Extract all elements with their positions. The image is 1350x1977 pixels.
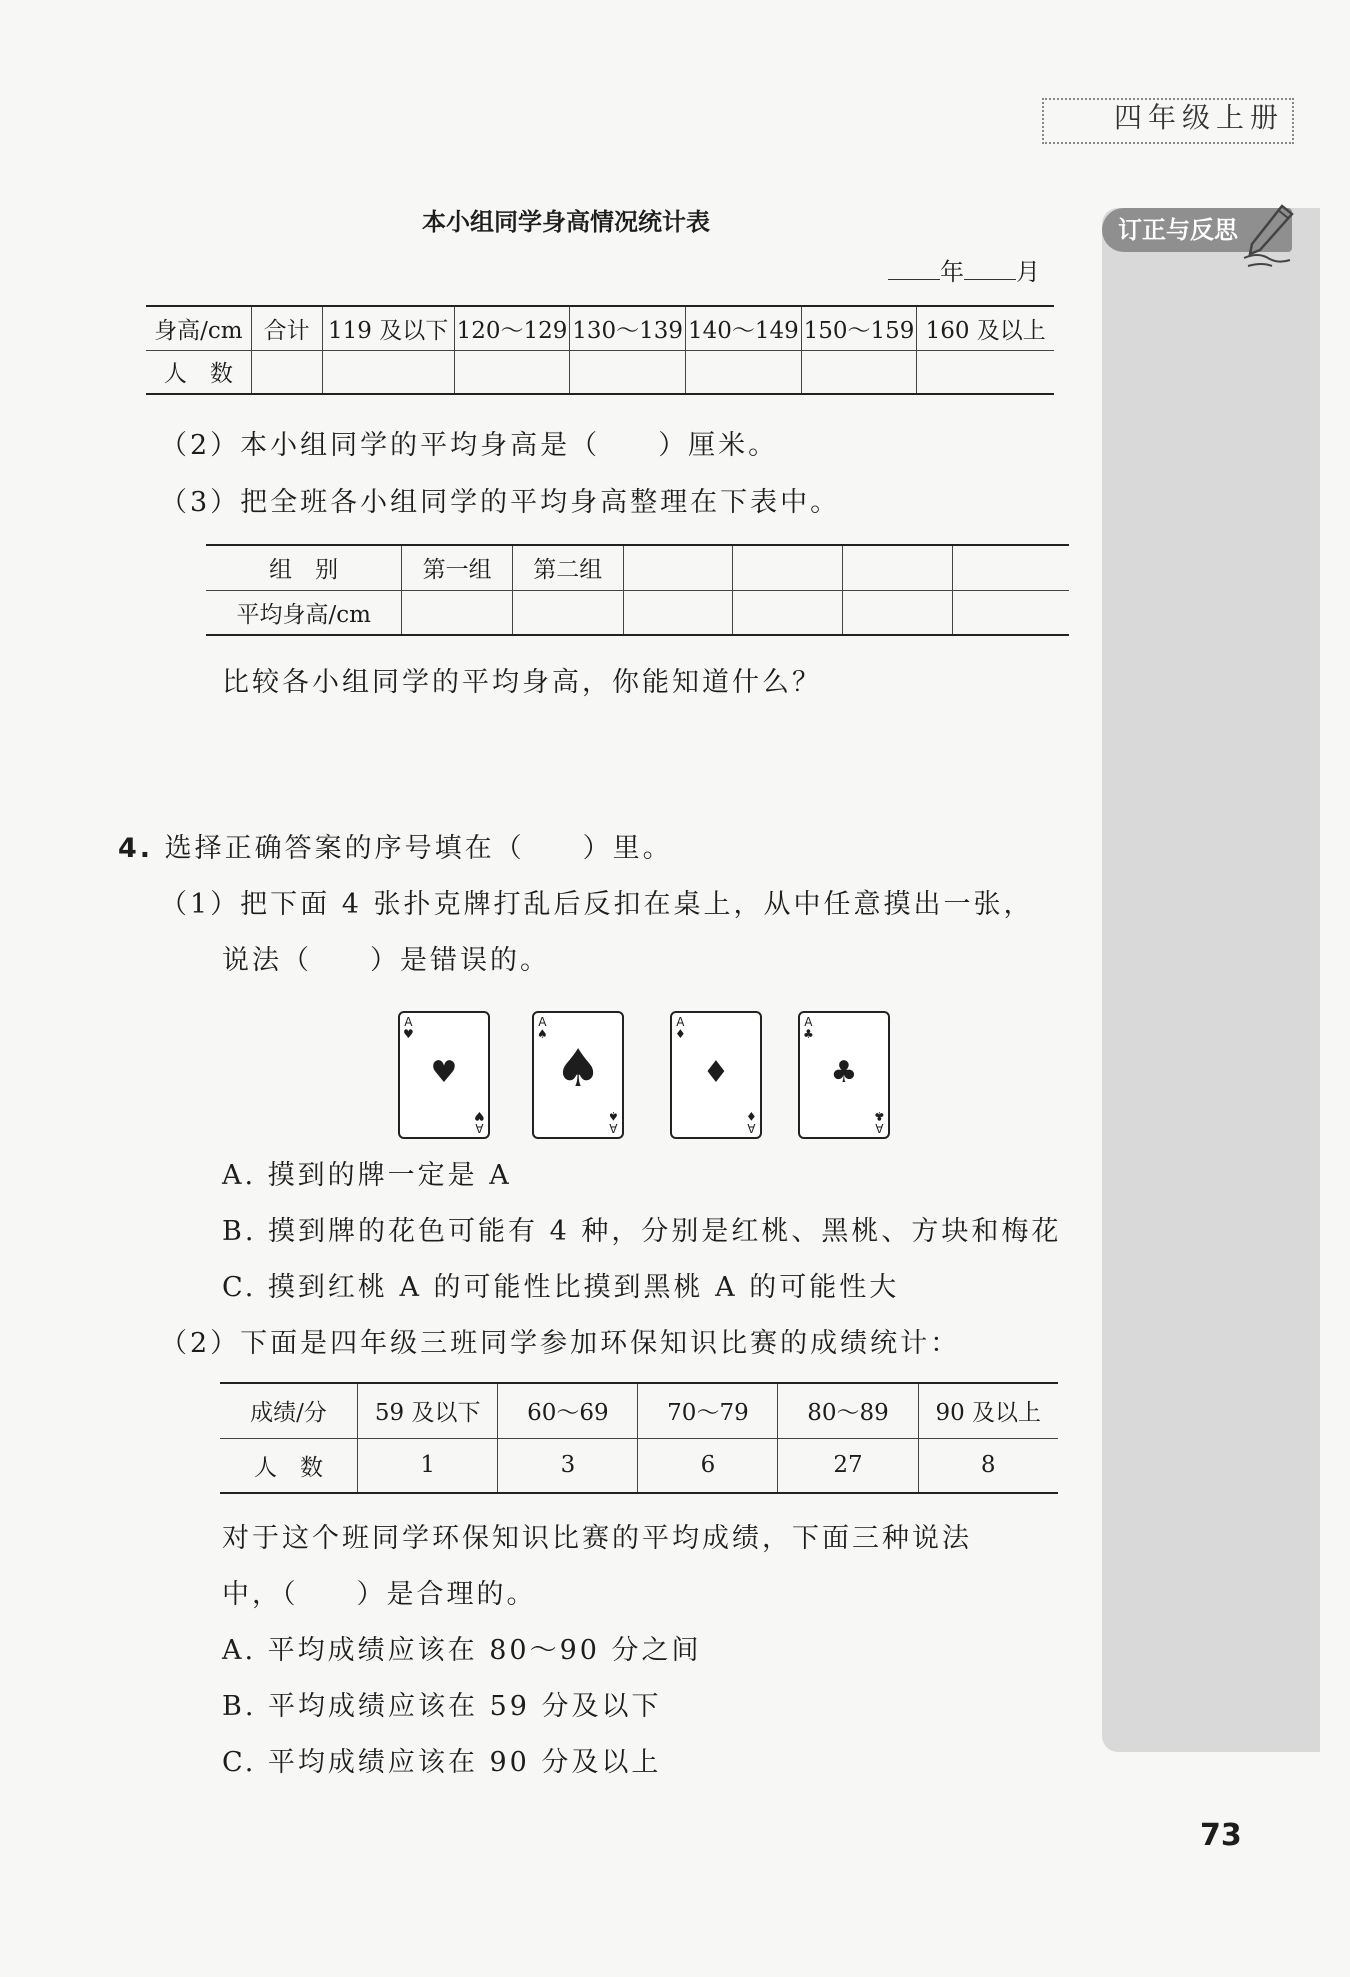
table-row — [220, 1383, 1058, 1438]
card-index-top: A ♦ — [675, 1015, 686, 1041]
question-4 — [118, 826, 673, 865]
card-ace-diamonds — [670, 1011, 762, 1139]
answer-cell[interactable] — [512, 590, 623, 635]
card-ace-hearts — [398, 1011, 490, 1139]
header-cell: 身高/cm — [146, 306, 251, 350]
group-cell[interactable] — [953, 545, 1069, 590]
question-2 — [160, 423, 778, 462]
row-label: 组 别 — [206, 545, 402, 590]
spade-icon: ♠ — [554, 1039, 602, 1099]
answer-cell[interactable] — [251, 350, 322, 394]
pencil-icon — [1238, 200, 1298, 272]
header-cell: 合计 — [251, 306, 322, 350]
card-index-bottom: A ♠ — [608, 1109, 619, 1135]
header-cell: 150～159 — [801, 306, 917, 350]
header-cell: 90 及以上 — [918, 1383, 1058, 1438]
card-ace-spades — [532, 1011, 624, 1139]
option-2b: B. 平均成绩应该在 59 分及以下 — [222, 1691, 662, 1722]
card-index-bottom: A ♥ — [474, 1109, 485, 1135]
answer-cell[interactable] — [843, 590, 953, 635]
reflection-tab: 订正与反思 — [1102, 208, 1292, 252]
height-stats-table — [146, 305, 1054, 395]
grade-label: 四年级上册 — [1042, 98, 1294, 144]
header-cell: 120～129 — [454, 306, 570, 350]
q4-number: 4. — [118, 833, 154, 864]
page-number: 73 — [1200, 1818, 1242, 1853]
header-cell: 70～79 — [638, 1383, 778, 1438]
card-ace-clubs — [798, 1011, 890, 1139]
header-cell: 160 及以上 — [917, 306, 1054, 350]
answer-cell[interactable] — [454, 350, 570, 394]
option-1b: B. 摸到牌的花色可能有 4 种，分别是红桃、黑桃、方块和梅花 — [222, 1216, 1062, 1247]
q4-text-after: ）里。 — [582, 833, 673, 864]
answer-cell[interactable] — [570, 350, 686, 394]
answer-cell[interactable] — [917, 350, 1054, 394]
count-cell: 6 — [638, 1438, 778, 1493]
row-label: 平均身高/cm — [206, 590, 402, 635]
answer-cell[interactable] — [402, 590, 513, 635]
table-row — [220, 1438, 1058, 1493]
header-cell: 80～89 — [778, 1383, 918, 1438]
answer-cell[interactable] — [322, 350, 454, 394]
q2-text-before: （2）本小组同学的平均身高是（ — [160, 430, 601, 461]
group-cell: 第二组 — [512, 545, 623, 590]
table-row — [146, 350, 1054, 394]
answer-cell[interactable] — [686, 350, 802, 394]
row-label: 人 数 — [220, 1438, 357, 1493]
table-row — [206, 545, 1069, 590]
heart-icon: ♥ — [430, 1055, 458, 1090]
q4-part2-line2 — [222, 1572, 537, 1611]
answer-cell[interactable] — [801, 350, 917, 394]
q4-p1-text-before: 说法（ — [222, 945, 312, 976]
row-label: 人 数 — [146, 350, 251, 394]
header-cell: 成绩/分 — [220, 1383, 357, 1438]
q2-text-after: ）厘米。 — [658, 430, 779, 461]
card-index-top: A ♥ — [403, 1015, 414, 1041]
q4-part1-line1: （1）把下面 4 张扑克牌打乱后反扣在桌上，从中任意摸出一张， — [160, 889, 1034, 920]
q4-p2-text-after: ）是合理的。 — [356, 1579, 537, 1610]
q4-p1-text-after: ）是错误的。 — [370, 945, 550, 976]
group-cell[interactable] — [843, 545, 953, 590]
answer-cell[interactable] — [953, 590, 1069, 635]
option-2c: C. 平均成绩应该在 90 分及以上 — [222, 1747, 662, 1778]
group-cell[interactable] — [733, 545, 843, 590]
year-label: 年 — [940, 258, 964, 286]
option-1a: A. 摸到的牌一定是 A — [222, 1160, 512, 1191]
table-row — [146, 306, 1054, 350]
reflection-panel — [1102, 208, 1320, 1752]
group-cell: 第一组 — [402, 545, 513, 590]
card-index-bottom: A ♦ — [746, 1109, 757, 1135]
header-cell: 119 及以下 — [322, 306, 454, 350]
count-cell: 3 — [498, 1438, 638, 1493]
month-label: 月 — [1016, 258, 1040, 286]
q4-part1-line2 — [222, 938, 550, 977]
year-blank[interactable] — [888, 257, 940, 280]
count-cell: 8 — [980, 1452, 996, 1479]
count-cell: 1 — [357, 1438, 497, 1493]
card-index-top: A ♠ — [537, 1015, 548, 1041]
card-index-bottom: A ♣ — [874, 1109, 885, 1135]
question-3: （3）把全班各小组同学的平均身高整理在下表中。 — [160, 487, 841, 518]
q4-p2-text-before: 中，（ — [222, 1579, 299, 1610]
q4-part2-line1: 对于这个班同学环保知识比赛的平均成绩，下面三种说法 — [222, 1523, 972, 1554]
answer-cell[interactable] — [623, 590, 733, 635]
q4-text-before: 选择正确答案的序号填在（ — [164, 833, 525, 864]
table-row — [206, 590, 1069, 635]
table1-title: 本小组同学身高情况统计表 — [422, 208, 710, 236]
answer-cell[interactable] — [733, 590, 843, 635]
q4-part2-intro: （2）下面是四年级三班同学参加环保知识比赛的成绩统计： — [160, 1328, 961, 1359]
group-average-table — [206, 544, 1069, 636]
group-cell[interactable] — [623, 545, 733, 590]
header-cell: 140～149 — [686, 306, 802, 350]
compare-question: 比较各小组同学的平均身高，你能知道什么？ — [222, 667, 822, 698]
diamond-icon: ♦ — [702, 1055, 730, 1090]
score-table — [220, 1382, 1058, 1494]
month-blank[interactable] — [964, 257, 1016, 280]
date-fill — [888, 252, 1040, 287]
option-2a: A. 平均成绩应该在 80～90 分之间 — [222, 1635, 702, 1666]
option-1c: C. 摸到红桃 A 的可能性比摸到黑桃 A 的可能性大 — [222, 1272, 900, 1303]
header-cell: 130～139 — [570, 306, 686, 350]
header-cell: 59 及以下 — [357, 1383, 497, 1438]
card-index-top: A ♣ — [803, 1015, 814, 1041]
count-cell: 27 — [778, 1438, 918, 1493]
club-icon: ♣ — [830, 1055, 858, 1090]
header-cell: 60～69 — [498, 1383, 638, 1438]
